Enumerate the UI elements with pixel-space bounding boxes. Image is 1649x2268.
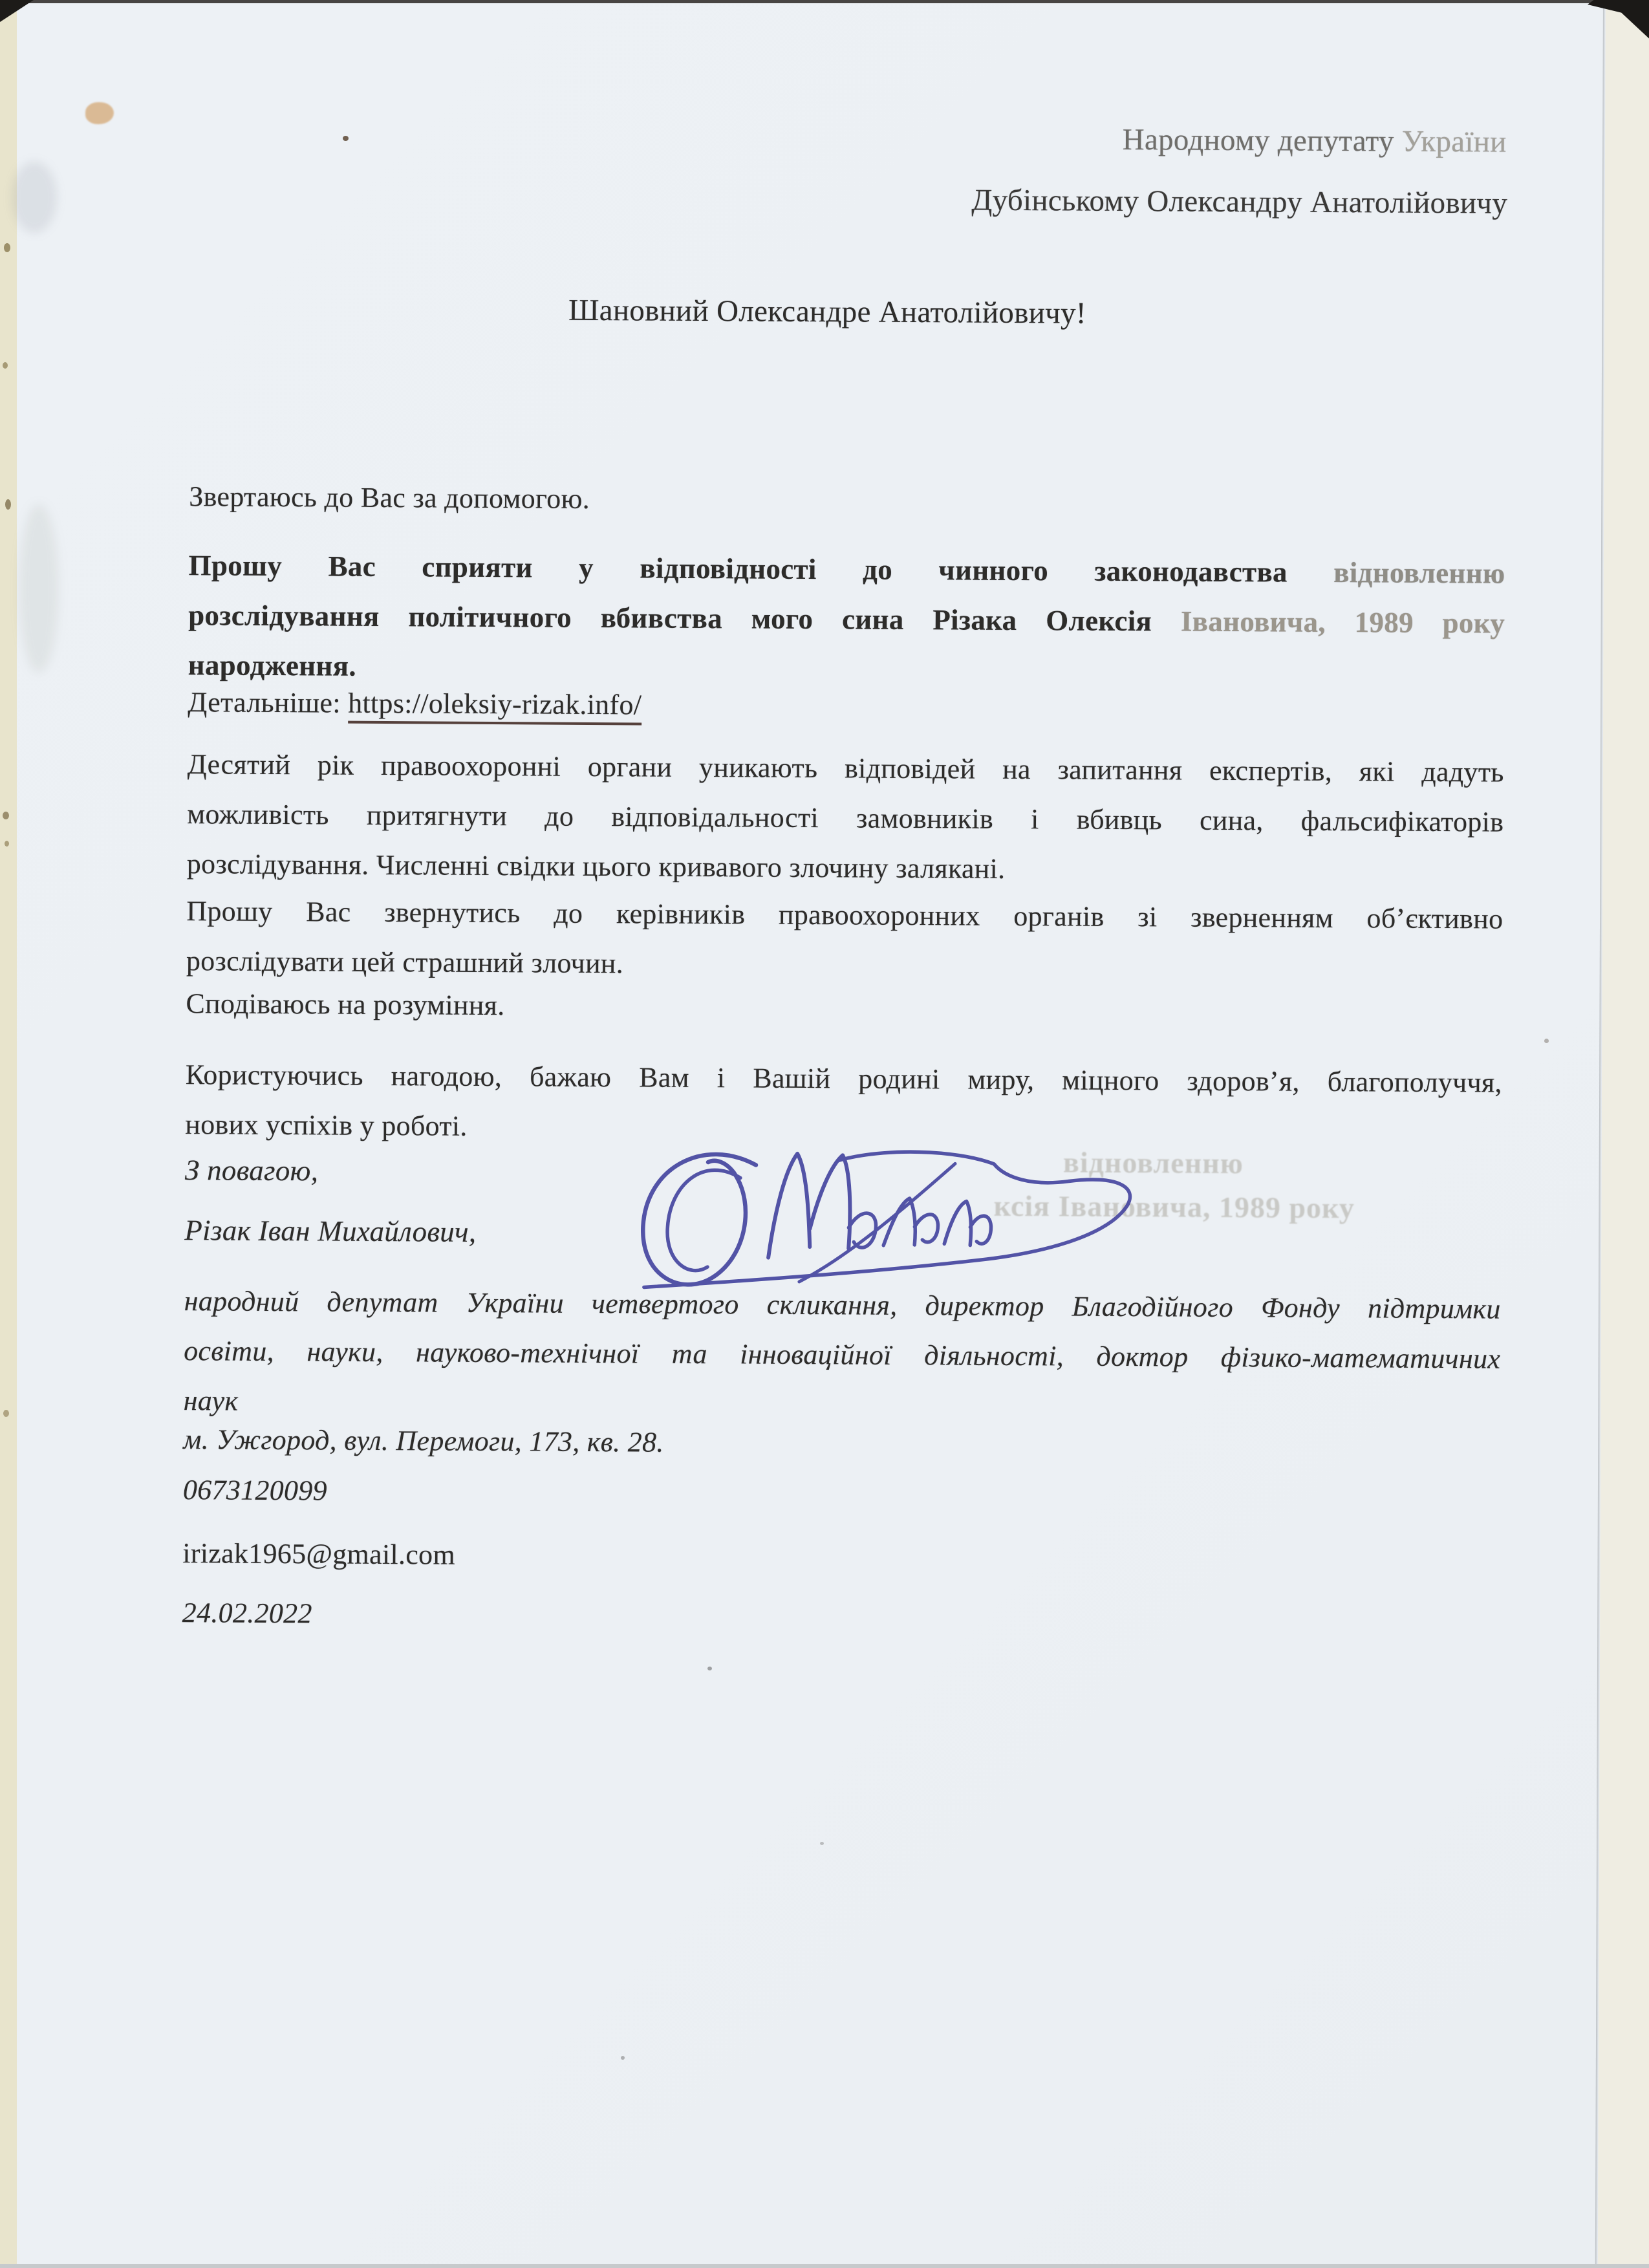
signer-phone: 0673120099	[182, 1474, 328, 1507]
paragraph-line: розслідування. Численні свідки цього кривавого злочину залякані.	[186, 848, 1006, 885]
closing-with-respect: З повагою,	[184, 1154, 319, 1187]
paragraph-line: народний депутат України четвертого скликання, директор Благодійного Фонду підтримки	[184, 1285, 1501, 1325]
signer-name: Різак Іван Михайлович,	[184, 1214, 477, 1248]
signer-title	[184, 1276, 1501, 1433]
signer-address: м. Ужгород, вул. Перемоги, 173, кв. 28.	[183, 1423, 664, 1458]
paragraph-line: Десятий рік правоохоронні органи уникають відповідей на запитання експертів, які дадуть	[187, 748, 1504, 788]
bold-line-1-text: Прошу Вас сприяти у відповідності до чинного законодавства	[188, 549, 1288, 589]
paragraph-line: можливість притягнути до відповідальності замовників і вбивць сина, фальсифікаторів	[187, 798, 1504, 838]
paragraph-line: Користуючись нагодою, бажаю Вам і Вашій родині миру, міцного здоров’я, благополуччя,	[185, 1059, 1502, 1099]
show-through-text: відновленню	[1062, 1145, 1244, 1180]
scan-bottom-edge	[0, 2264, 1649, 2268]
letter-date: 24.02.2022	[182, 1597, 312, 1630]
paragraph-request-bold	[188, 541, 1505, 698]
recipient-line-1-text: Народному депутату	[1122, 122, 1394, 158]
paragraph-hope: Сподіваюсь на розуміння.	[186, 988, 505, 1022]
recipient-line-1-faded-text: України	[1401, 124, 1507, 159]
paragraph-tenth-year	[187, 739, 1504, 896]
details-label: Детальніше:	[188, 686, 341, 719]
scan-top-edge	[0, 0, 1649, 3]
paragraph-line: Прошу Вас звернутись до керівників правоохоронних органів зі зверненням об’єктивно	[186, 895, 1503, 935]
handwritten-signature-ink	[605, 1130, 1153, 1299]
paragraph-ask-leaders	[186, 886, 1503, 993]
recipient-line-1	[1123, 122, 1507, 160]
signer-email: irizak1965@gmail.com	[182, 1537, 456, 1571]
paragraph-line: народження.	[188, 649, 357, 682]
bold-line-1-faded-text: відновленню	[1333, 556, 1505, 590]
details-url: https://oleksiy-rizak.info/	[348, 687, 641, 726]
salutation: Шановний Олександре Анатолійовичу!	[568, 293, 1086, 330]
paragraph-line	[188, 541, 1505, 598]
paragraph-line: наук	[183, 1385, 239, 1417]
bold-line-2-faded-text: Івановича, 1989 року	[1180, 605, 1505, 640]
paragraph-line	[188, 590, 1505, 648]
show-through-text: ксія Івановича, 1989 року	[993, 1189, 1355, 1225]
paragraph-line: освіти, науки, науково-технічної та інноваційної діяльності, доктор фізико-математичних	[184, 1335, 1501, 1375]
paragraph-appeal: Звертаюсь до Вас за допомогою.	[189, 481, 590, 515]
details-link-line	[188, 686, 641, 721]
recipient-line-2: Дубінському Олександру Анатолійовичу	[971, 183, 1508, 221]
bold-line-2-text: розслідування політичного вбивства мого сина Різака Олексія	[188, 599, 1152, 638]
paragraph-line: розслідувати цей страшний злочин.	[186, 945, 624, 980]
paragraph-line: нових успіхів у роботі.	[185, 1108, 468, 1142]
